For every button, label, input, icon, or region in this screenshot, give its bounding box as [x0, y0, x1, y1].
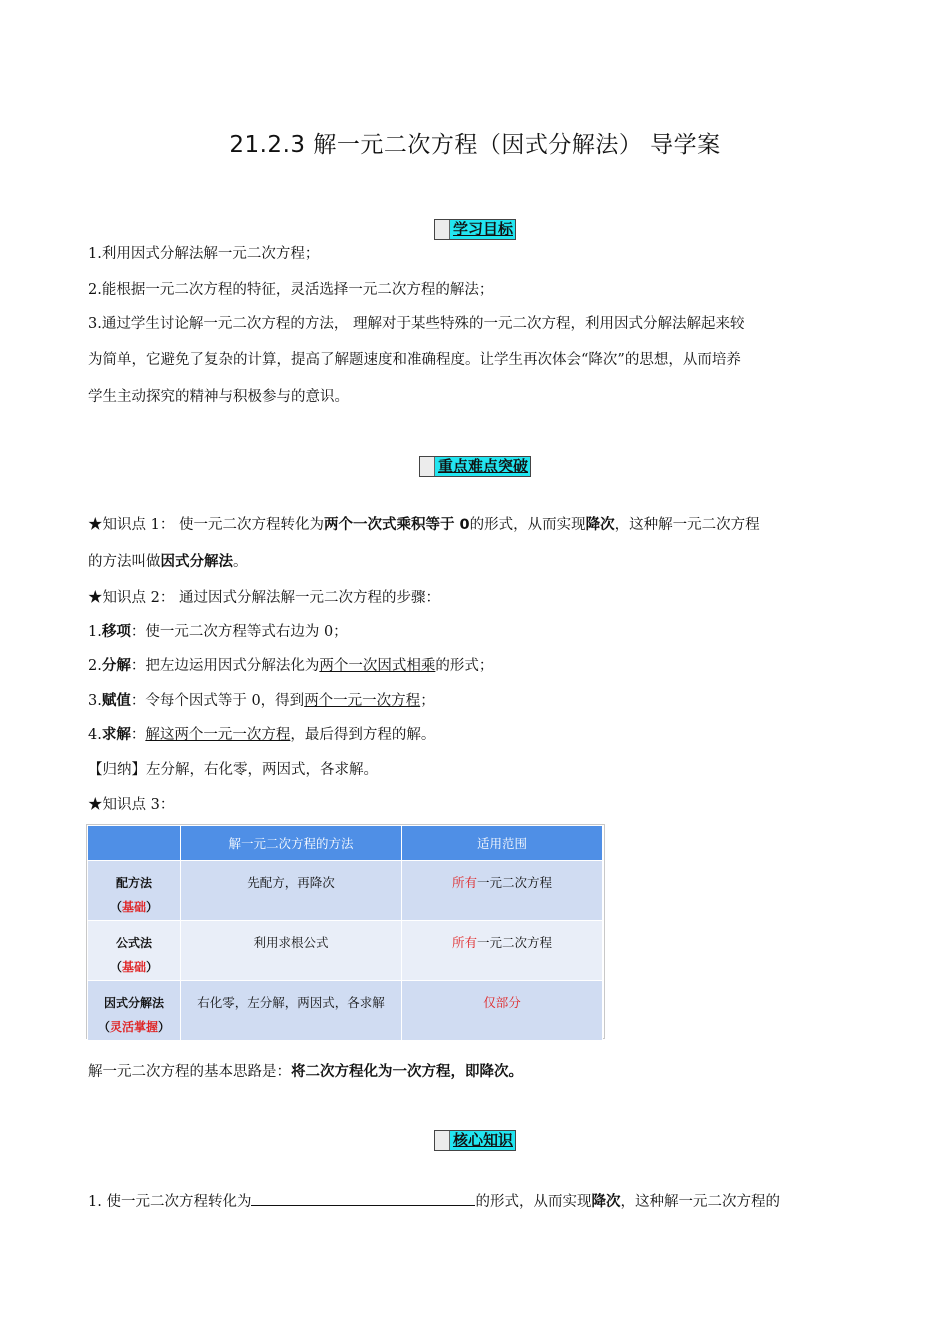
scope-emphasis: 所有: [451, 935, 477, 950]
kp1-line2-suffix: 。: [233, 554, 248, 570]
q1-suffix: ，这种解一元二次方程的: [620, 1194, 780, 1210]
kp1-line2-bold: 因式分解法: [160, 554, 233, 570]
method-name-cell: [88, 861, 181, 921]
section-box: [434, 1130, 516, 1151]
method-desc: 先配方，再降次: [181, 861, 402, 921]
section-box: [434, 219, 516, 240]
step-end: ；: [420, 693, 435, 709]
goal-3-line1: 3.通过学生讨论解一元二次方程的方法， 理解对于某些特殊的一元二次方程，利用因式分解法解起来较: [88, 316, 745, 332]
step-label: 赋值: [101, 693, 131, 709]
method-tag: （基础）: [109, 900, 159, 914]
method-name-cell: [88, 981, 181, 1041]
step-text: ：把左边运用因式分解法化为: [130, 658, 320, 674]
table-row: [88, 981, 603, 1041]
step-underlined: 解这两个一元一次方程: [145, 727, 291, 743]
conclusion-prefix: 解一元二次方程的基本思路是：: [88, 1064, 291, 1080]
goal-3-line2: 为简单，它避免了复杂的计算，提高了解题速度和准确程度。让学生再次体会“降次”的思想，从而培养: [88, 352, 741, 368]
page-title: 21.2.3 解一元二次方程（因式分解法） 导学案: [229, 132, 721, 158]
method-name: 因式分解法: [103, 996, 164, 1010]
section-heading-key-points: [0, 456, 950, 477]
step-2: [88, 656, 868, 676]
kp1-suffix: ，这种解一元二次方程: [614, 517, 760, 533]
step-text: ：: [130, 727, 146, 743]
method-scope: [402, 981, 603, 1041]
method-tag-text: 基础: [121, 900, 146, 914]
scope-emphasis: 所有: [451, 875, 477, 890]
method-name: 配方法: [115, 876, 152, 890]
goal-1: 1.利用因式分解法解一元二次方程；: [88, 246, 320, 262]
q1-prefix: 1. 使一元二次方程转化为: [88, 1194, 252, 1210]
method-scope: [402, 921, 603, 981]
section-box: [419, 456, 531, 477]
method-desc: 利用求根公式: [181, 921, 402, 981]
kp1-bold1: 两个一次式乘积等于 0: [323, 517, 470, 533]
scope-emphasis: 仅部分: [483, 995, 521, 1010]
section-label: 重点难点突破: [435, 457, 530, 476]
step-number: 2.: [88, 658, 102, 674]
section-box-marker: [435, 220, 450, 239]
method-tag: （基础）: [109, 960, 159, 974]
step-1: [88, 622, 868, 642]
step-number: 3.: [88, 693, 102, 709]
method-tag: （灵活掌握）: [97, 1020, 171, 1034]
knowledge-point-2-heading: ★知识点 2： 通过因式分解法解一元二次方程的步骤：: [88, 590, 440, 606]
section-heading-core: [0, 1130, 950, 1151]
methods-table: [87, 825, 603, 1041]
table-header-cell: 适用范围: [402, 826, 603, 861]
step-label: 求解: [101, 727, 131, 743]
section-heading-goals: [0, 219, 950, 240]
kp1-bold2: 降次: [585, 517, 615, 533]
step-underlined: 两个一次因式相乘: [319, 658, 436, 674]
conclusion-bold: 将二次方程化为一次方程，即降次。: [291, 1064, 523, 1080]
table-row: [88, 921, 603, 981]
table-header-row: [88, 826, 603, 861]
step-4: [88, 725, 868, 745]
kp1-line2-prefix: 的方法叫做: [88, 554, 161, 570]
step-underlined: 两个一元一次方程: [304, 693, 421, 709]
scope-text: 一元二次方程: [477, 875, 553, 890]
method-tag-text: 灵活掌握: [109, 1020, 158, 1034]
summary: 【归纳】左分解，右化零，两因式，各求解。: [88, 762, 378, 778]
conclusion: [88, 1062, 868, 1082]
step-text: ：使一元二次方程等式右边为 0；: [130, 624, 348, 640]
section-label: 核心知识: [450, 1131, 515, 1150]
step-end: 的形式；: [435, 658, 494, 674]
method-tag-text: 基础: [121, 960, 146, 974]
step-3: [88, 691, 868, 711]
kp1-mid: 的形式，从而实现: [469, 517, 586, 533]
method-name-cell: [88, 921, 181, 981]
goal-2: 2.能根据一元二次方程的特征，灵活选择一元二次方程的解法；: [88, 282, 494, 298]
step-end: ，最后得到方程的解。: [290, 727, 436, 743]
method-scope: [402, 861, 603, 921]
goal-3-line3: 学生主动探究的精神与积极参与的意识。: [88, 389, 349, 405]
section-box-marker: [420, 457, 435, 476]
table-header-cell: 解一元二次方程的方法: [181, 826, 402, 861]
table-header-cell: [88, 826, 181, 861]
step-label: 移项: [101, 624, 131, 640]
step-number: 1.: [88, 624, 102, 640]
core-question-1: [88, 1190, 868, 1212]
knowledge-point-3-heading: ★知识点 3：: [88, 797, 175, 813]
knowledge-point-1: [88, 515, 868, 535]
kp1-prefix: ★知识点 1： 使一元二次方程转化为: [88, 517, 324, 533]
method-desc: 右化零，左分解，两因式，各求解: [181, 981, 402, 1041]
method-name: 公式法: [115, 936, 152, 950]
table-row: [88, 861, 603, 921]
q1-bold: 降次: [591, 1194, 621, 1210]
section-label: 学习目标: [450, 220, 515, 239]
section-box-marker: [435, 1131, 450, 1150]
step-number: 4.: [88, 727, 102, 743]
knowledge-point-1-line2: [88, 552, 868, 572]
q1-mid: 的形式，从而实现: [475, 1194, 592, 1210]
fill-blank[interactable]: [251, 1190, 475, 1206]
scope-text: 一元二次方程: [477, 935, 553, 950]
step-label: 分解: [101, 658, 131, 674]
step-text: ：令每个因式等于 0，得到: [130, 693, 305, 709]
